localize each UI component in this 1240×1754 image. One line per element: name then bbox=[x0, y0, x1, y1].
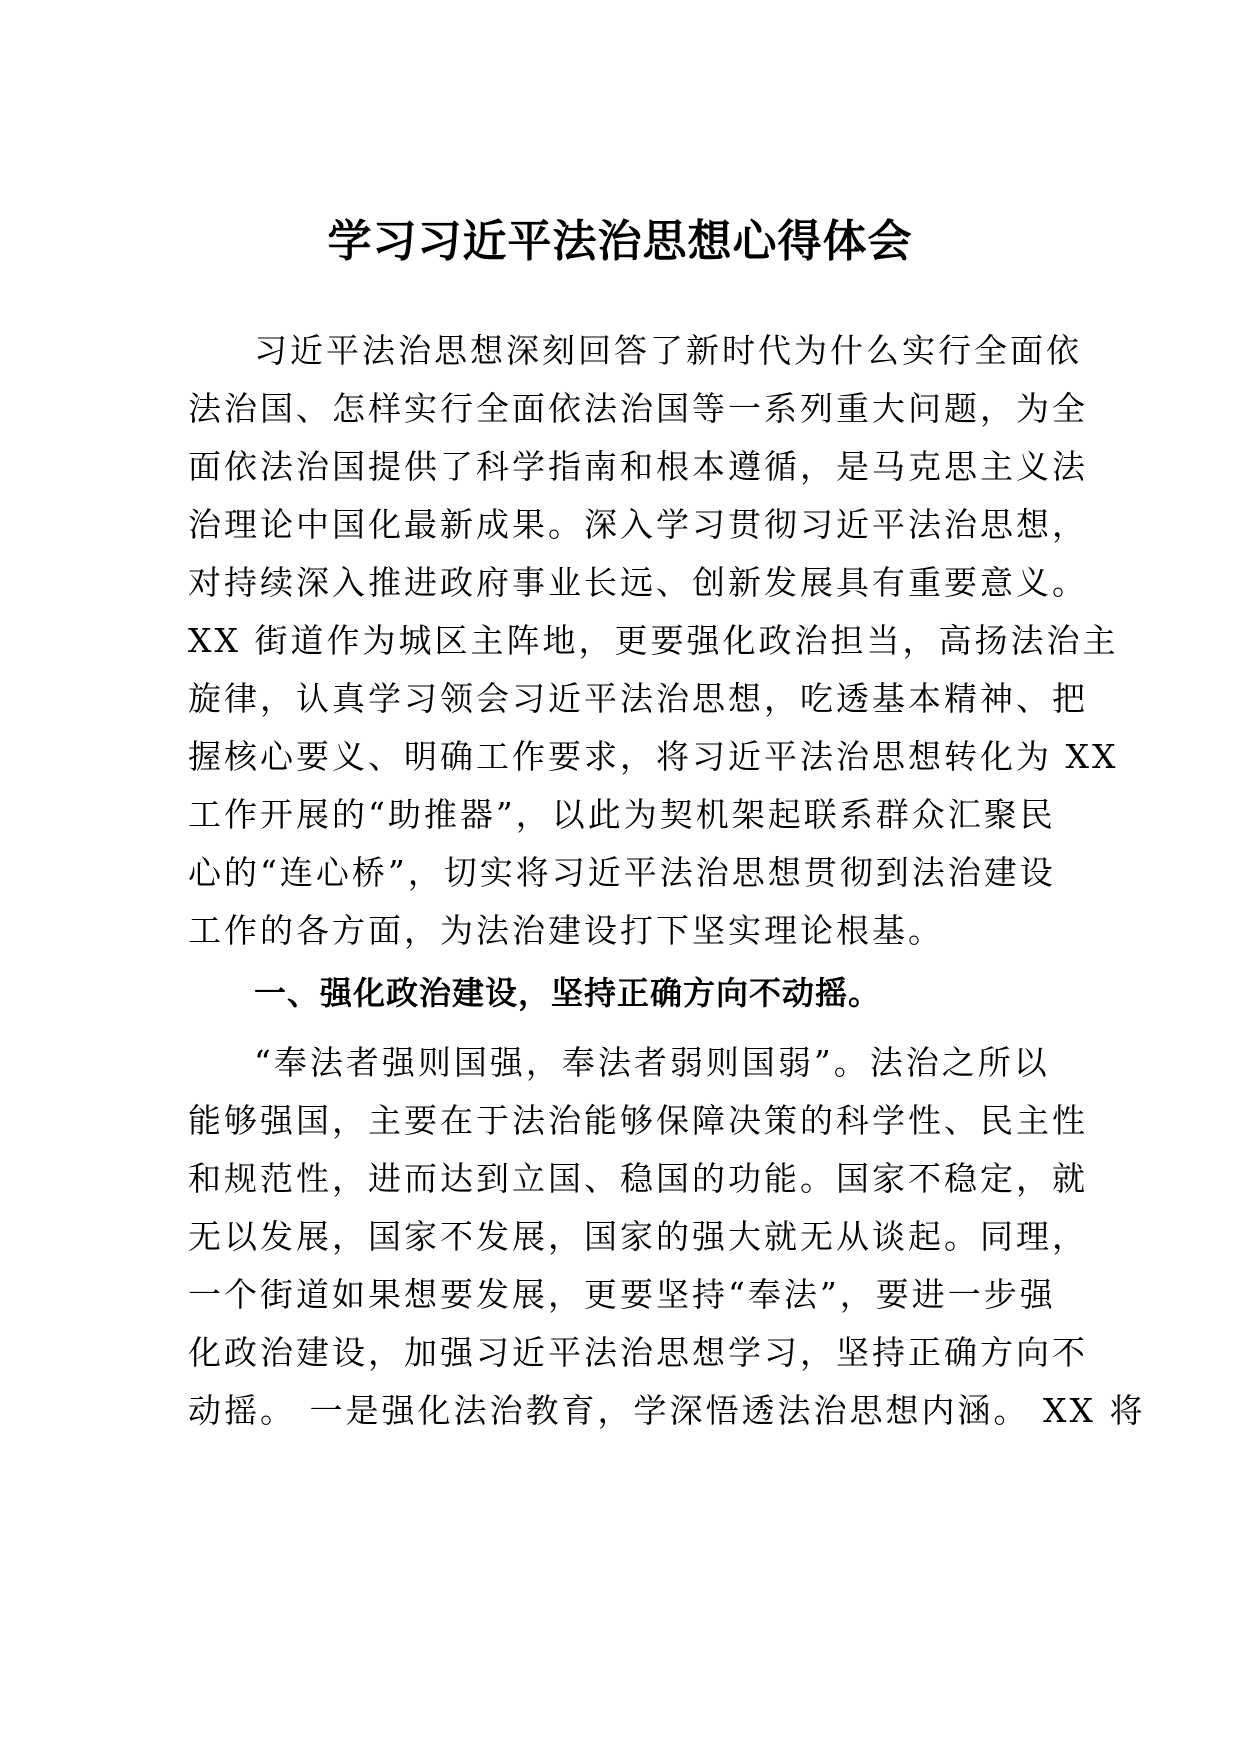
document-title: 学习习近平法治思想心得体会 bbox=[327, 216, 913, 267]
intro-line-6: XX 街道作为城区主阵地，更要强化政治担当，高扬法治主 bbox=[188, 621, 1119, 660]
intro-line-8: 握核心要义、明确工作要求，将习近平法治思想转化为 XX bbox=[188, 737, 1119, 776]
intro-line-2: 法治国、怎样实行全面依法治国等一系列重大问题，为全 bbox=[188, 389, 1088, 428]
intro-line-1: 习近平法治思想深刻回答了新时代为什么实行全面依 bbox=[254, 331, 1082, 370]
section-line-2: 能够强国，主要在于法治能够保障决策的科学性、民主性 bbox=[188, 1101, 1088, 1140]
section-line-7: 动摇。 一是强化法治教育，学深悟透法治思想内涵。 XX 将 bbox=[188, 1391, 1146, 1430]
intro-line-10: 心的“连心桥”，切实将习近平法治思想贯彻到法治建设 bbox=[188, 853, 1056, 892]
section-line-6: 化政治建设，加强习近平法治思想学习，坚持正确方向不 bbox=[188, 1333, 1088, 1372]
intro-line-4: 治理论中国化最新成果。深入学习贯彻习近平法治思想， bbox=[188, 505, 1088, 544]
section-line-1: “奉法者强则国强，奉法者弱则国弱”。法治之所以 bbox=[254, 1043, 1050, 1082]
intro-line-9: 工作开展的“助推器”，以此为契机架起联系群众汇聚民 bbox=[188, 795, 1056, 834]
section-heading: 一、强化政治建设，坚持正确方向不动摇。 bbox=[254, 974, 882, 1012]
intro-line-3: 面依法治国提供了科学指南和根本遵循，是马克思主义法 bbox=[188, 447, 1088, 486]
section-line-5: 一个街道如果想要发展，更要坚持“奉法”，要进一步强 bbox=[188, 1275, 1056, 1314]
intro-line-7: 旋律，认真学习领会习近平法治思想，吃透基本精神、把 bbox=[188, 679, 1088, 718]
section-line-4: 无以发展，国家不发展，国家的强大就无从谈起。同理， bbox=[188, 1217, 1088, 1256]
intro-line-5: 对持续深入推进政府事业长远、创新发展具有重要意义。 bbox=[188, 563, 1088, 602]
section-line-3: 和规范性，进而达到立国、稳国的功能。国家不稳定，就 bbox=[188, 1159, 1088, 1198]
intro-line-11: 工作的各方面，为法治建设打下坚实理论根基。 bbox=[188, 911, 944, 950]
